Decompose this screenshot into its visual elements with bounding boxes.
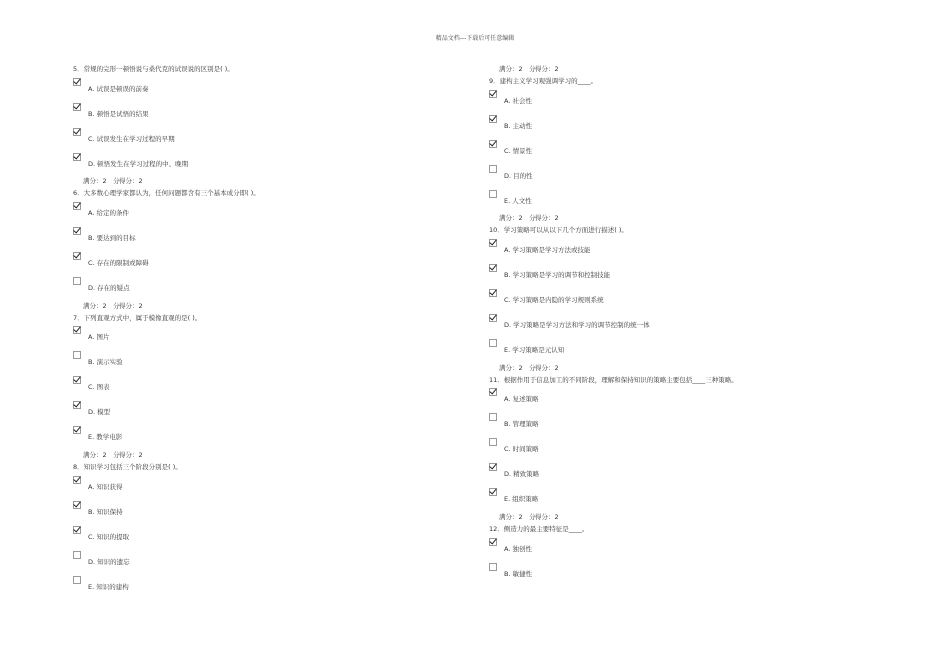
option-label: B. 主动性 <box>504 122 533 130</box>
checkbox[interactable] <box>73 376 81 384</box>
option-label: A. 独创性 <box>504 545 532 553</box>
checkbox[interactable] <box>73 227 81 235</box>
q10-option-b[interactable] <box>489 264 809 278</box>
q12-option-a[interactable] <box>489 538 809 552</box>
q9-score <box>489 214 559 222</box>
full-score: 满分：2 分 <box>499 214 536 222</box>
full-score: 满分：2 分 <box>499 364 536 372</box>
checkbox[interactable] <box>489 264 497 272</box>
checkbox[interactable] <box>489 413 497 421</box>
question-12-stem: 12．侧造力的最主要特征是____。 <box>489 525 589 533</box>
option-label: A. 学习策略是学习方法或技能 <box>504 246 591 254</box>
checkbox[interactable] <box>73 426 81 434</box>
question-10-stem: 10．学习策略可以从以下几个方面进行描述( )。 <box>489 226 628 234</box>
obtained-score: 得分：2 <box>535 214 559 222</box>
checkbox[interactable] <box>73 501 81 509</box>
checkbox[interactable] <box>489 538 497 546</box>
option-label: A. 复述策略 <box>504 395 539 403</box>
option-label: B. 演示实验 <box>88 358 123 366</box>
q8-option-b[interactable] <box>73 501 393 515</box>
option-label: A. 社会性 <box>504 97 532 105</box>
q5-option-a[interactable] <box>73 78 393 92</box>
checkbox[interactable] <box>73 526 81 534</box>
full-score: 满分：2 分 <box>499 513 536 521</box>
q10-option-e[interactable] <box>489 339 809 353</box>
q7-option-e[interactable] <box>73 426 393 440</box>
q6-option-b[interactable] <box>73 227 393 241</box>
q7-option-d[interactable] <box>73 401 393 415</box>
q7-score <box>73 451 143 459</box>
q9-option-a[interactable] <box>489 90 809 104</box>
q9-option-d[interactable] <box>489 165 809 179</box>
full-score: 满分：2 分 <box>83 302 120 310</box>
option-label: D. 存在的疑点 <box>88 284 130 292</box>
option-label: D. 精致策略 <box>504 470 540 478</box>
question-11-stem: 11．根据作用于信息加工的不同阶段，理解和保持知识的策略主要包括____三种策略。 <box>489 376 738 384</box>
q11-option-c[interactable] <box>489 438 809 452</box>
q6-option-d[interactable] <box>73 277 393 291</box>
option-label: C. 试误发生在学习过程的早期 <box>88 135 175 143</box>
full-score: 满分：2 分 <box>83 451 120 459</box>
obtained-score: 得分：2 <box>119 451 143 459</box>
checkbox[interactable] <box>73 351 81 359</box>
checkbox[interactable] <box>489 488 497 496</box>
q10-option-a[interactable] <box>489 239 809 253</box>
option-label: B. 学习策略是学习的调节和控制技能 <box>504 271 611 279</box>
q8-option-a[interactable] <box>73 476 393 490</box>
checkbox[interactable] <box>73 576 81 584</box>
checkbox[interactable] <box>73 252 81 260</box>
obtained-score: 得分：2 <box>119 302 143 310</box>
option-label: B. 要达到的目标 <box>88 234 136 242</box>
checkbox[interactable] <box>489 115 497 123</box>
checkbox[interactable] <box>489 314 497 322</box>
checkbox[interactable] <box>489 463 497 471</box>
q5-score <box>73 177 143 185</box>
option-label: E. 人文性 <box>504 197 532 205</box>
option-label: C. 学习策略是内隐的学习规则系统 <box>504 296 604 304</box>
checkbox[interactable] <box>489 388 497 396</box>
option-label: D. 学习策略是学习方法和学习的调节控制的统一体 <box>504 321 650 329</box>
q11-option-b[interactable] <box>489 413 809 427</box>
q9-option-b[interactable] <box>489 115 809 129</box>
option-label: C. 情景性 <box>504 147 533 155</box>
option-label: D. 顿悟发生在学习过程的中、晚期 <box>88 160 189 168</box>
full-score: 满分：2 分 <box>83 177 120 185</box>
q12-option-b[interactable] <box>489 563 809 577</box>
q5-option-d[interactable] <box>73 153 393 167</box>
checkbox[interactable] <box>489 90 497 98</box>
option-label: C. 知识的提取 <box>88 533 130 541</box>
q5-option-b[interactable] <box>73 103 393 117</box>
obtained-score: 得分：2 <box>535 65 559 73</box>
question-6-stem: 6．大多数心理学家都认为，任何问题都含有三个基本成分即( )。 <box>73 189 260 197</box>
checkbox[interactable] <box>73 401 81 409</box>
checkbox[interactable] <box>73 551 81 559</box>
q11-option-a[interactable] <box>489 388 809 402</box>
q9-option-c[interactable] <box>489 140 809 154</box>
question-8-stem: 8．知识学习包括三个阶段分别是( )。 <box>73 463 182 471</box>
option-label: A. 知识获得 <box>88 483 123 491</box>
option-label: E. 组织策略 <box>504 495 539 503</box>
option-label: C. 存在的限制或障碍 <box>88 259 149 267</box>
q11-option-d[interactable] <box>489 463 809 477</box>
q8-option-e[interactable] <box>73 576 393 590</box>
q11-option-e[interactable] <box>489 488 809 502</box>
option-label: D. 目的性 <box>504 172 533 180</box>
q6-option-a[interactable] <box>73 202 393 216</box>
checkbox[interactable] <box>73 78 81 86</box>
question-7-stem: 7．下列直观方式中，属于模像直观的是( )。 <box>73 314 202 322</box>
checkbox[interactable] <box>73 326 81 334</box>
checkbox[interactable] <box>489 165 497 173</box>
q8-score <box>489 65 559 73</box>
q6-score <box>73 302 143 310</box>
question-5-stem: 5．常规的完形一顿悟说与桑代克的试误说的区别是( )。 <box>73 65 234 73</box>
q8-option-c[interactable] <box>73 526 393 540</box>
option-label: B. 敏捷性 <box>504 570 533 578</box>
checkbox[interactable] <box>73 153 81 161</box>
option-label: A. 给定的条件 <box>88 209 129 217</box>
checkbox[interactable] <box>73 103 81 111</box>
q9-option-e[interactable] <box>489 190 809 204</box>
checkbox[interactable] <box>489 563 497 571</box>
option-label: A. 试误是顿误的前奏 <box>88 85 149 93</box>
option-label: B. 顿悟是试悟的结果 <box>88 110 149 118</box>
q7-option-b[interactable] <box>73 351 393 365</box>
q5-option-c[interactable] <box>73 128 393 142</box>
checkbox[interactable] <box>489 140 497 148</box>
checkbox[interactable] <box>489 339 497 347</box>
checkbox[interactable] <box>489 289 497 297</box>
page-header: 精品文档---下载后可任意编辑 <box>435 35 515 42</box>
full-score: 满分：2 分 <box>499 65 536 73</box>
q8-option-d[interactable] <box>73 551 393 565</box>
q10-option-d[interactable] <box>489 314 809 328</box>
option-label: D. 知识的遗忘 <box>88 558 130 566</box>
q7-option-c[interactable] <box>73 376 393 390</box>
checkbox[interactable] <box>73 476 81 484</box>
q7-option-a[interactable] <box>73 326 393 340</box>
q10-score <box>489 364 559 372</box>
obtained-score: 得分：2 <box>119 177 143 185</box>
checkbox[interactable] <box>489 438 497 446</box>
question-9-stem: 9．建构主义学习观强调学习的____。 <box>489 77 598 85</box>
option-label: E. 教学电影 <box>88 433 123 441</box>
obtained-score: 得分：2 <box>535 364 559 372</box>
checkbox[interactable] <box>73 128 81 136</box>
option-label: E. 知识的建构 <box>88 583 129 591</box>
checkbox[interactable] <box>489 190 497 198</box>
option-label: C. 时间策略 <box>504 445 539 453</box>
q6-option-c[interactable] <box>73 252 393 266</box>
checkbox[interactable] <box>489 239 497 247</box>
option-label: D. 模型 <box>88 408 111 416</box>
option-label: E. 学习策略是元认知 <box>504 346 565 354</box>
q11-score <box>489 513 559 521</box>
option-label: C. 图表 <box>88 383 110 391</box>
obtained-score: 得分：2 <box>535 513 559 521</box>
checkbox[interactable] <box>73 277 81 285</box>
q10-option-c[interactable] <box>489 289 809 303</box>
option-label: B. 知识保持 <box>88 508 123 516</box>
option-label: A. 图片 <box>88 333 110 341</box>
checkbox[interactable] <box>73 202 81 210</box>
option-label: B. 管理策略 <box>504 420 539 428</box>
